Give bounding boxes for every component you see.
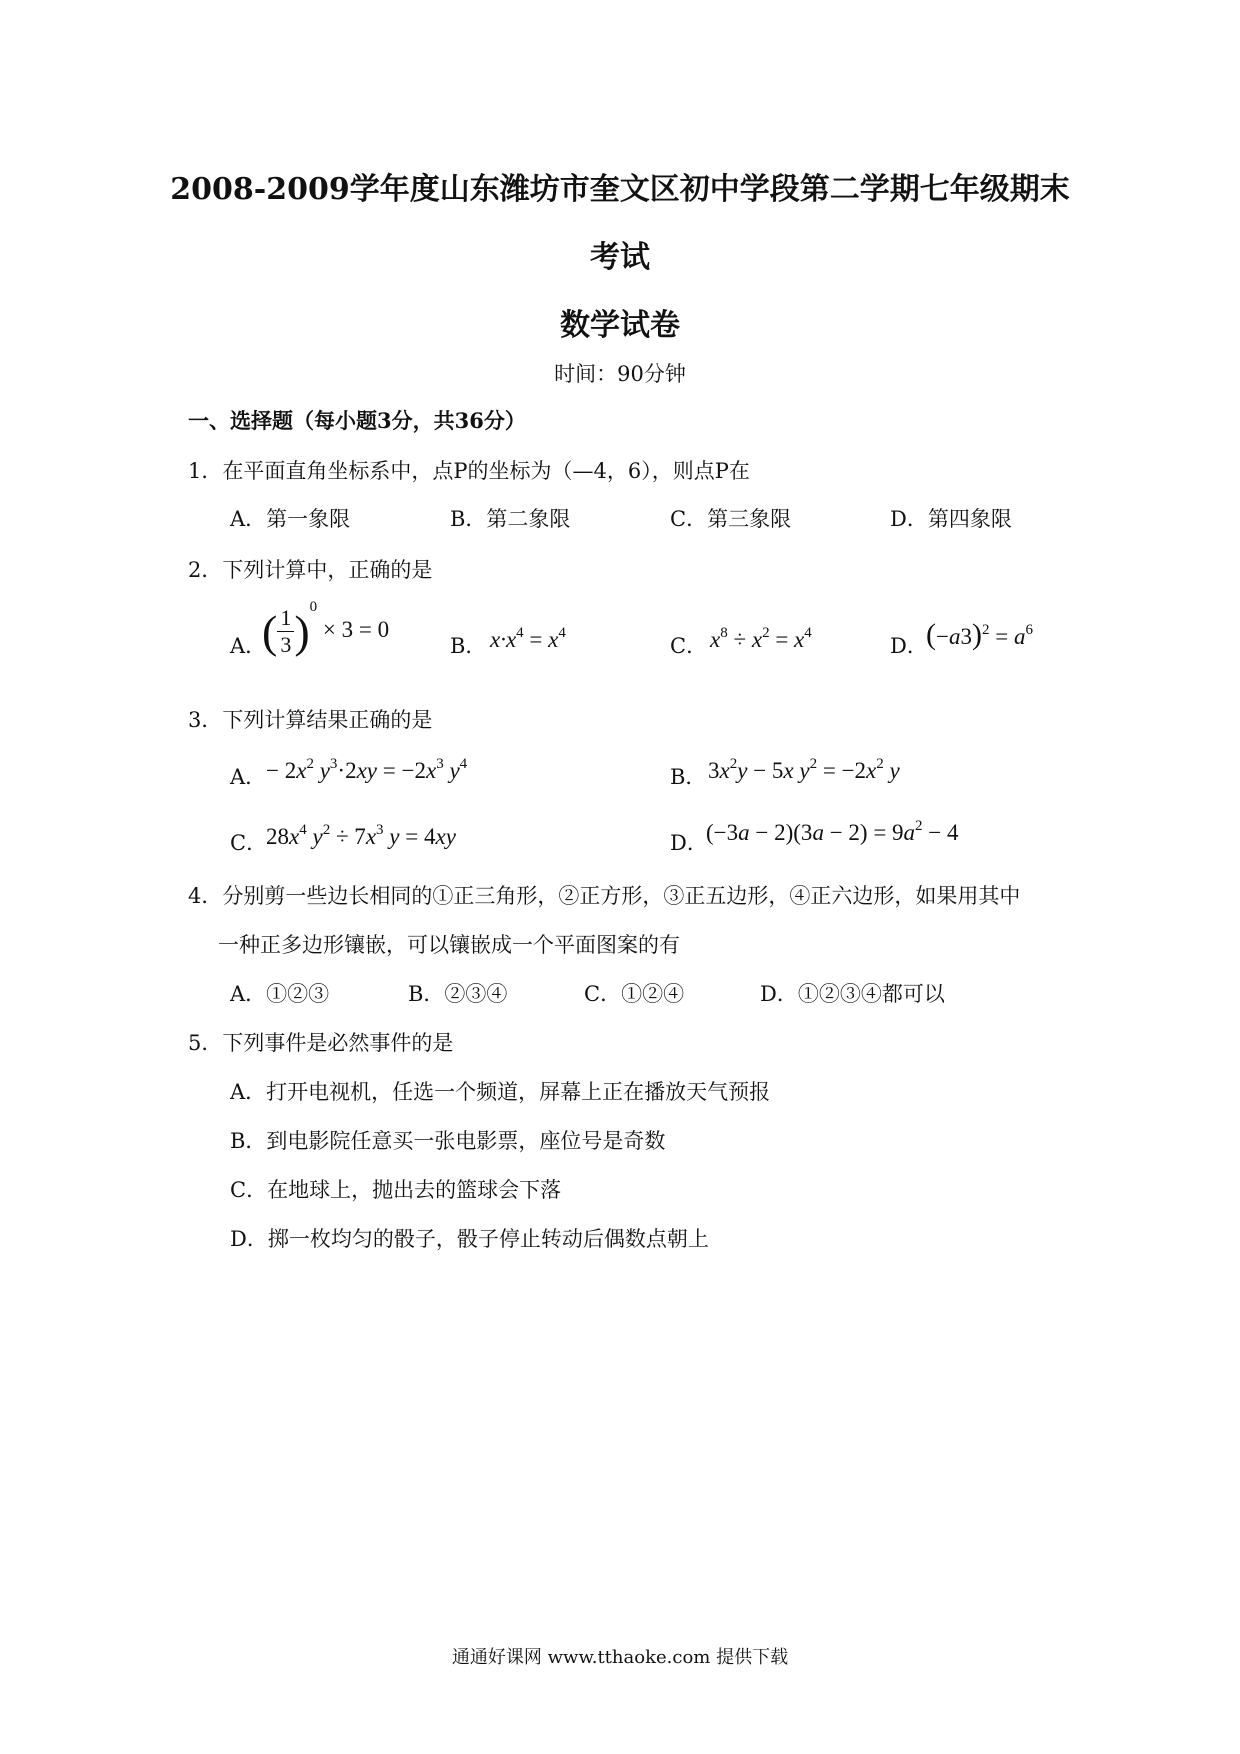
q1-option-a: A．第一象限 — [230, 507, 351, 531]
exam-title-line2: 考试 — [590, 240, 650, 275]
q3-option-d-label: D． — [670, 831, 708, 855]
q1-option-d: D．第四象限 — [890, 507, 1012, 531]
q2-option-d-formula: $(-a3)^2 = a^6$ — [926, 618, 1033, 651]
q3-option-b-label: B． — [670, 765, 707, 789]
q2-option-b-label: B． — [450, 634, 487, 658]
question-4-stem-line2: 一种正多边形镶嵌，可以镶嵌成一个平面图案的有 — [218, 933, 680, 957]
question-4-stem-line1: 4．分别剪一些边长相同的①正三角形，②正方形，③正五边形，④正六边形，如果用其中 — [188, 884, 1021, 908]
q2-option-d-label: D． — [890, 634, 928, 658]
q2-option-c-label: C． — [670, 634, 708, 658]
question-3-stem: 3．下列计算结果正确的是 — [188, 708, 433, 732]
q2-option-c-formula: $x^8 \div x^2 = x^4$ — [710, 625, 812, 652]
section-heading: 一、选择题（每小题3分，共36分） — [188, 408, 526, 433]
q5-option-d: D．掷一枚均匀的骰子，骰子停止转动后偶数点朝上 — [230, 1227, 709, 1251]
q3-option-d-formula: $(-3a - 2)(3a - 2) = 9a^2 - 4$ — [706, 818, 959, 845]
q1-option-c: C．第三象限 — [670, 507, 792, 531]
q2-option-a-formula: ( $\frac{1}{3}$ )$^0$ × 3 = 0 — [262, 598, 390, 657]
question-5-stem: 5．下列事件是必然事件的是 — [188, 1031, 454, 1055]
q2-option-a-label: A． — [230, 634, 267, 658]
q5-option-b: B．到电影院任意买一张电影票，座位号是奇数 — [230, 1129, 666, 1153]
q4-option-d: D．①②③④都可以 — [760, 982, 945, 1006]
question-2-stem: 2．下列计算中，正确的是 — [188, 558, 433, 582]
q2-option-b-formula: $x\cdot x^4 = x^4$ — [490, 625, 566, 652]
q4-option-b: B．②③④ — [408, 982, 508, 1006]
q3-option-a-formula: − $2x^2$ $y^3\cdot 2xy = -2x^3$ $y^4$ — [266, 756, 468, 783]
q3-option-a-label: A． — [230, 765, 267, 789]
footer-source: 通通好课网 www.tthaoke.com 提供下载 — [451, 1647, 789, 1668]
q4-option-a: A．①②③ — [230, 982, 330, 1006]
q3-option-b-formula: $3x^2y - 5x$ $y^2 = -2x^2$ y — [708, 756, 900, 783]
q4-option-c: C．①②④ — [584, 982, 685, 1006]
q3-option-c-label: C． — [230, 831, 268, 855]
q5-option-c: C．在地球上，抛出去的篮球会下落 — [230, 1178, 562, 1202]
q1-option-b: B．第二象限 — [450, 507, 571, 531]
exam-title-line1: 2008-2009学年度山东潍坊市奎文区初中学段第二学期七年级期末 — [170, 172, 1070, 207]
q5-option-a: A．打开电视机，任选一个频道，屏幕上正在播放天气预报 — [230, 1080, 771, 1104]
question-1-stem: 1．在平面直角坐标系中，点P的坐标为（—4，6），则点P在 — [188, 459, 750, 483]
q3-option-c-formula: $28x^4$ $y^2 \div 7x^3$ y = 4xy — [266, 822, 456, 849]
subject-title: 数学试卷 — [560, 308, 680, 343]
exam-time: 时间：90分钟 — [554, 362, 686, 386]
